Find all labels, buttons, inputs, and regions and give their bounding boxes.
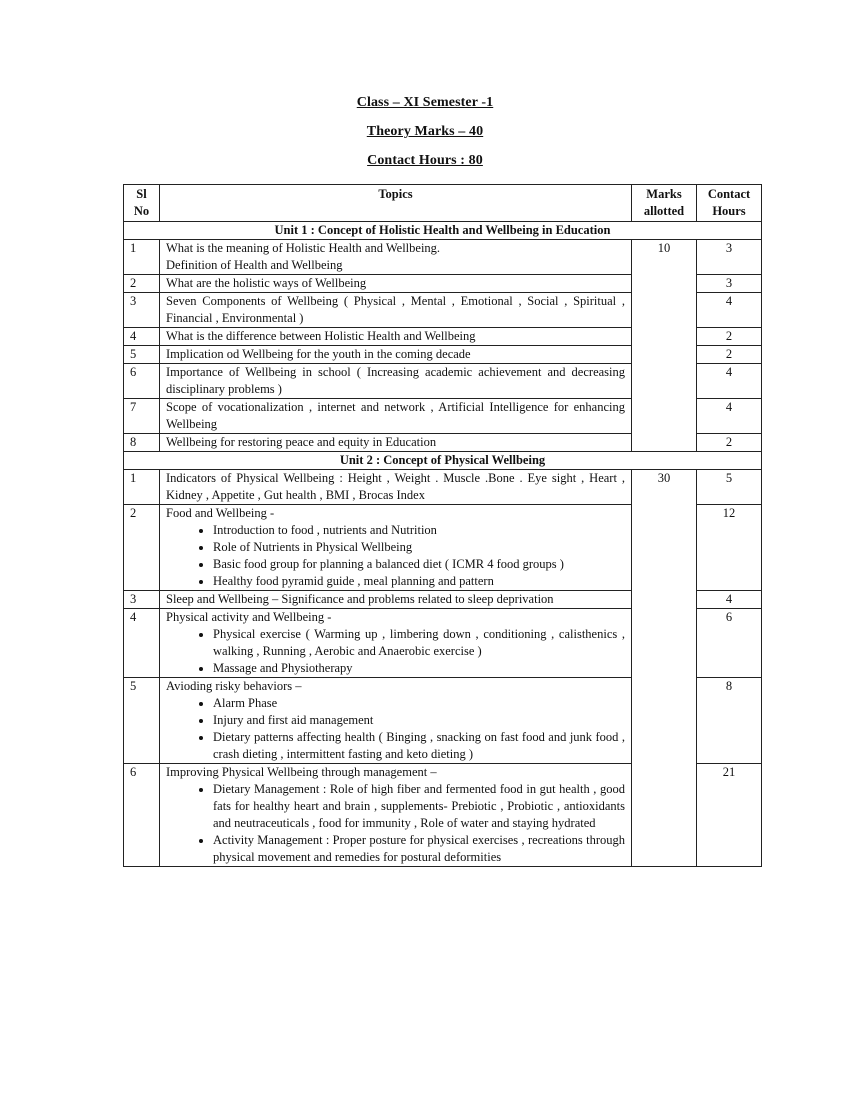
topic-cell: Importance of Wellbeing in school ( Increasing academic achievement and decreasing disciplinary problems ) xyxy=(160,364,632,399)
sl-number: 2 xyxy=(124,505,160,591)
unit-2-title: Unit 2 : Concept of Physical Wellbeing xyxy=(124,452,762,470)
topic-cell: Physical activity and Wellbeing - • Physical exercise ( Warming up , limbering down , conditioning , calisthenics , walking , Running , Aerobic and Anaerobic exercise ) • Massage and Physiotherapy xyxy=(160,609,632,678)
unit-2-marks: 30 xyxy=(632,470,697,867)
theory-marks-heading: Theory Marks – 40 xyxy=(366,124,484,139)
topic-cell: Food and Wellbeing - • Introduction to food , nutrients and Nutrition • Role of Nutrients in Physical Wellbeing • Basic food group for planning a balanced diet ( ICMR 4 food groups ) • Healthy food pyramid guide , meal planning and pattern xyxy=(160,505,632,591)
contact-hours-cell: 4 xyxy=(697,293,762,328)
contact-hours-cell: 2 xyxy=(697,346,762,364)
contact-hours-cell: 4 xyxy=(697,399,762,434)
topic-bullet-list xyxy=(166,522,625,590)
sl-number: 6 xyxy=(124,364,160,399)
list-item: • Alarm Phase xyxy=(213,695,625,712)
header-marks-allotted: Marks allotted xyxy=(632,185,697,222)
contact-hours-cell: 2 xyxy=(697,328,762,346)
contact-hours-cell: 4 xyxy=(697,364,762,399)
sl-number: 1 xyxy=(124,470,160,505)
unit-1-marks: 10 xyxy=(632,240,697,452)
sl-number: 2 xyxy=(124,275,160,293)
contact-hours-heading: Contact Hours : 80 xyxy=(367,153,483,168)
topic-cell: Wellbeing for restoring peace and equity in Education xyxy=(160,434,632,452)
topic-cell: Improving Physical Wellbeing through management – • Dietary Management : Role of high fiber and fermented food in gut health , good fats for healthy heart and brain , supplements- Prebiotic , Probiotic , antioxidants and neutraceuticals , food for immunity , Role of water and staying hydrated • Activity Management : Proper posture for physical exercises , recreations through physical movement and remedies for postural deformities xyxy=(160,764,632,867)
topic-bullet-list xyxy=(166,695,625,763)
sl-number: 5 xyxy=(124,678,160,764)
topic-bullet-list xyxy=(166,626,625,677)
contact-hours-cell: 8 xyxy=(697,678,762,764)
contact-hours-cell: 3 xyxy=(697,240,762,275)
header-contact-hours: Contact Hours xyxy=(697,185,762,222)
sl-number: 3 xyxy=(124,293,160,328)
sl-number: 3 xyxy=(124,591,160,609)
topic-cell: Seven Components of Wellbeing ( Physical , Mental , Emotional , Social , Spiritual , Financial , Environmental ) xyxy=(160,293,632,328)
list-item: • Activity Management : Proper posture for physical exercises , recreations through physical movement and remedies for postural deformities xyxy=(213,832,625,866)
topic-bullet-list xyxy=(166,781,625,866)
list-item: • Physical exercise ( Warming up , limbering down , conditioning , calisthenics , walking , Running , Aerobic and Anaerobic exercise ) xyxy=(213,626,625,660)
table-row xyxy=(124,470,762,505)
topic-cell: Avioding risky behaviors – • Alarm Phase • Injury and first aid management • Dietary patterns affecting health ( Binging , snacking on fast food and junk food , crash dieting , intermittent fasting and keto dieting ) xyxy=(160,678,632,764)
list-item: • Injury and first aid management xyxy=(213,712,625,729)
list-item: • Dietary patterns affecting health ( Binging , snacking on fast food and junk food , crash dieting , intermittent fasting and keto dieting ) xyxy=(213,729,625,763)
sl-number: 7 xyxy=(124,399,160,434)
unit-heading-row xyxy=(124,452,762,470)
topic-cell: Implication od Wellbeing for the youth in the coming decade xyxy=(160,346,632,364)
contact-hours-cell: 3 xyxy=(697,275,762,293)
topic-cell: Indicators of Physical Wellbeing : Height , Weight . Muscle .Bone . Eye sight , Heart , Kidney , Appetite , Gut health , BMI , Brocas Index xyxy=(160,470,632,505)
topic-cell: What is the meaning of Holistic Health and Wellbeing. Definition of Health and Wellbeing xyxy=(160,240,632,275)
table-row xyxy=(124,240,762,275)
contact-hours-cell: 21 xyxy=(697,764,762,867)
syllabus-table xyxy=(123,184,762,867)
header-sl-no: Sl No xyxy=(124,185,160,222)
list-item: • Role of Nutrients in Physical Wellbeing xyxy=(213,539,625,556)
sl-number: 1 xyxy=(124,240,160,275)
table-header-row xyxy=(124,185,762,222)
sl-number: 6 xyxy=(124,764,160,867)
class-semester-heading: Class – XI Semester -1 xyxy=(356,95,494,110)
topic-cell: What are the holistic ways of Wellbeing xyxy=(160,275,632,293)
page-headings xyxy=(0,94,850,181)
contact-hours-cell: 2 xyxy=(697,434,762,452)
header-topics: Topics xyxy=(160,185,632,222)
sl-number: 8 xyxy=(124,434,160,452)
sl-number: 4 xyxy=(124,609,160,678)
contact-hours-cell: 4 xyxy=(697,591,762,609)
contact-hours-cell: 5 xyxy=(697,470,762,505)
list-item: • Massage and Physiotherapy xyxy=(213,660,625,677)
list-item: • Basic food group for planning a balanced diet ( ICMR 4 food groups ) xyxy=(213,556,625,573)
contact-hours-cell: 12 xyxy=(697,505,762,591)
list-item: • Introduction to food , nutrients and Nutrition xyxy=(213,522,625,539)
sl-number: 4 xyxy=(124,328,160,346)
list-item: • Healthy food pyramid guide , meal planning and pattern xyxy=(213,573,625,590)
topic-cell: Scope of vocationalization , internet and network , Artificial Intelligence for enhancing Wellbeing xyxy=(160,399,632,434)
sl-number: 5 xyxy=(124,346,160,364)
unit-heading-row xyxy=(124,222,762,240)
unit-1-title: Unit 1 : Concept of Holistic Health and Wellbeing in Education xyxy=(124,222,762,240)
topic-cell: Sleep and Wellbeing – Significance and problems related to sleep deprivation xyxy=(160,591,632,609)
contact-hours-cell: 6 xyxy=(697,609,762,678)
list-item: • Dietary Management : Role of high fiber and fermented food in gut health , good fats for healthy heart and brain , supplements- Prebiotic , Probiotic , antioxidants and neutraceuticals , food for immunity , Role of water and staying hydrated xyxy=(213,781,625,832)
topic-cell: What is the difference between Holistic Health and Wellbeing xyxy=(160,328,632,346)
